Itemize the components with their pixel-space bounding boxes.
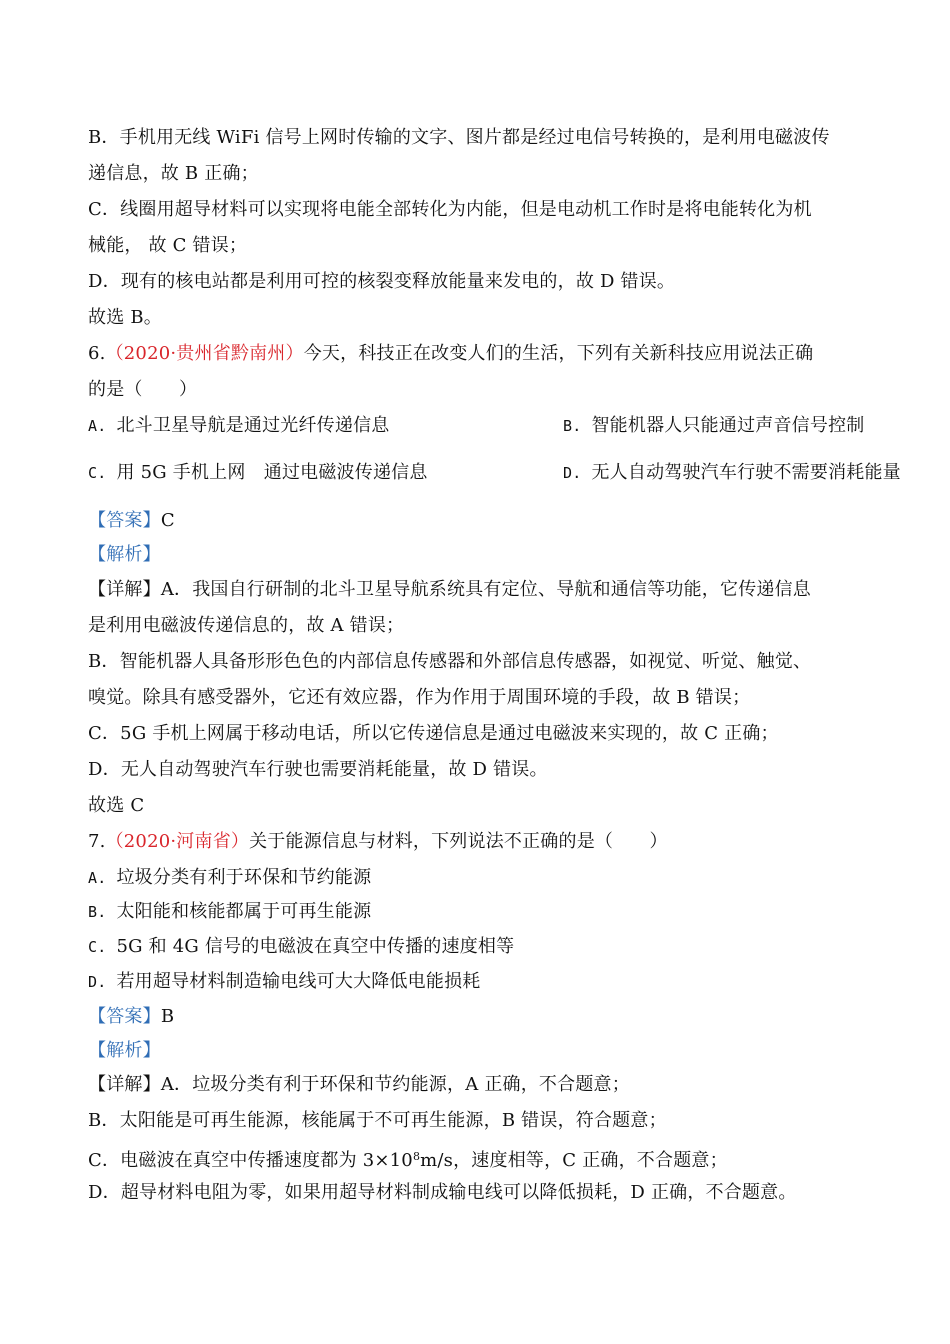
q6-detail-line5: C．5G 手机上网属于移动电话，所以它传递信息是通过电磁波来实现的，故 C 正确； bbox=[88, 723, 779, 744]
prev-option-b-line2: 递信息，故 B 正确； bbox=[88, 163, 259, 184]
q6-answer-value: C bbox=[160, 510, 175, 531]
q6-source: （2020·贵州省黔南州） bbox=[105, 343, 304, 364]
q6-stem-line1 bbox=[88, 342, 890, 366]
q7-stem bbox=[88, 830, 890, 854]
q7-answer-label: 【答案】 bbox=[88, 1006, 161, 1027]
prev-choice: 故选 B。 bbox=[88, 307, 162, 328]
q6-analysis-label: 【解析】 bbox=[88, 544, 161, 565]
prev-option-d: D．现有的核电站都是利用可控的核裂变释放能量来发电的，故 D 错误。 bbox=[88, 271, 676, 292]
q7-detail-c: C．电磁波在真空中传播速度都为 $3\times 10^8m/s$，速度相等，C 正确，不合题意； bbox=[88, 1150, 728, 1171]
exponent: 8 bbox=[412, 1150, 421, 1163]
prev-option-c-line1: C．线圈用超导材料可以实现将电能全部转化为内能，但是电动机工作时是将电能转化为机 bbox=[88, 199, 812, 220]
q6-option-b: B. 智能机器人只能通过声音信号控制 bbox=[563, 415, 865, 436]
q7-stem-text: 关于能源信息与材料，下列说法不正确的是（ ） bbox=[249, 831, 668, 852]
q6-detail-label: 【详解】 bbox=[88, 579, 161, 600]
q6-answer bbox=[88, 509, 890, 533]
q7-answer-value: B bbox=[160, 1006, 175, 1027]
q6-number: 6. bbox=[88, 343, 106, 364]
q7-detail-label: 【详解】 bbox=[88, 1074, 161, 1095]
q7-detail-d: D．超导材料电阻为零，如果用超导材料制成输电线可以降低损耗，D 正确，不合题意。 bbox=[88, 1182, 797, 1203]
q7-detail-b: B．太阳能是可再生能源，核能属于不可再生能源，B 错误，符合题意； bbox=[88, 1110, 667, 1131]
q7-option-d: D. 若用超导材料制造输电线可大大降低电能损耗 bbox=[88, 971, 481, 992]
q6-stem-line2: 的是（ ） bbox=[88, 379, 198, 400]
prev-option-b-line1: B．手机用无线 WiFi 信号上网时传输的文字、图片都是经过电信号转换的，是利用电磁波传 bbox=[88, 127, 830, 148]
q6-detail-line2: 是利用电磁波传递信息的，故 A 错误； bbox=[88, 615, 405, 636]
q7-detail-a: 【详解】A．垃圾分类有利于环保和节约能源，A 正确，不合题意； bbox=[88, 1074, 630, 1095]
q6-stem-text: 今天，科技正在改变人们的生活，下列有关新科技应用说法正确 bbox=[303, 343, 814, 364]
prev-option-c-line2: 械能， 故 C 错误； bbox=[88, 235, 248, 256]
q7-option-a: A. 垃圾分类有利于环保和节约能源 bbox=[88, 867, 372, 888]
q6-choice: 故选 C bbox=[88, 795, 145, 816]
q6-options-row2 bbox=[88, 461, 901, 485]
q6-answer-label: 【答案】 bbox=[88, 510, 161, 531]
q6-detail-line3: B．智能机器人具备形形色色的内部信息传感器和外部信息传感器，如视觉、听觉、触觉、 bbox=[88, 651, 812, 672]
q6-detail-line1: 【详解】A．我国自行研制的北斗卫星导航系统具有定位、导航和通信等功能，它传递信息 bbox=[88, 579, 812, 600]
q7-option-b: B. 太阳能和核能都属于可再生能源 bbox=[88, 901, 372, 922]
q7-number: 7. bbox=[88, 831, 106, 852]
q7-source: （2020·河南省） bbox=[105, 831, 250, 852]
q6-options-row1 bbox=[88, 414, 890, 438]
q6-option-d: D. 无人自动驾驶汽车行驶不需要消耗能量 bbox=[563, 462, 901, 483]
q6-option-c: C. 用 5G 手机上网 通过电磁波传递信息 bbox=[88, 462, 428, 483]
q6-option-a: A. 北斗卫星导航是通过光纤传递信息 bbox=[88, 415, 390, 436]
q6-detail-line6: D．无人自动驾驶汽车行驶也需要消耗能量，故 D 错误。 bbox=[88, 759, 548, 780]
q7-answer bbox=[88, 1005, 890, 1029]
q6-detail-line4: 嗅觉。除具有感受器外，它还有效应器，作为作用于周围环境的手段，故 B 错误； bbox=[88, 687, 751, 708]
q7-option-c: C. 5G 和 4G 信号的电磁波在真空中传播的速度相等 bbox=[88, 936, 515, 957]
q7-analysis-label: 【解析】 bbox=[88, 1040, 161, 1061]
